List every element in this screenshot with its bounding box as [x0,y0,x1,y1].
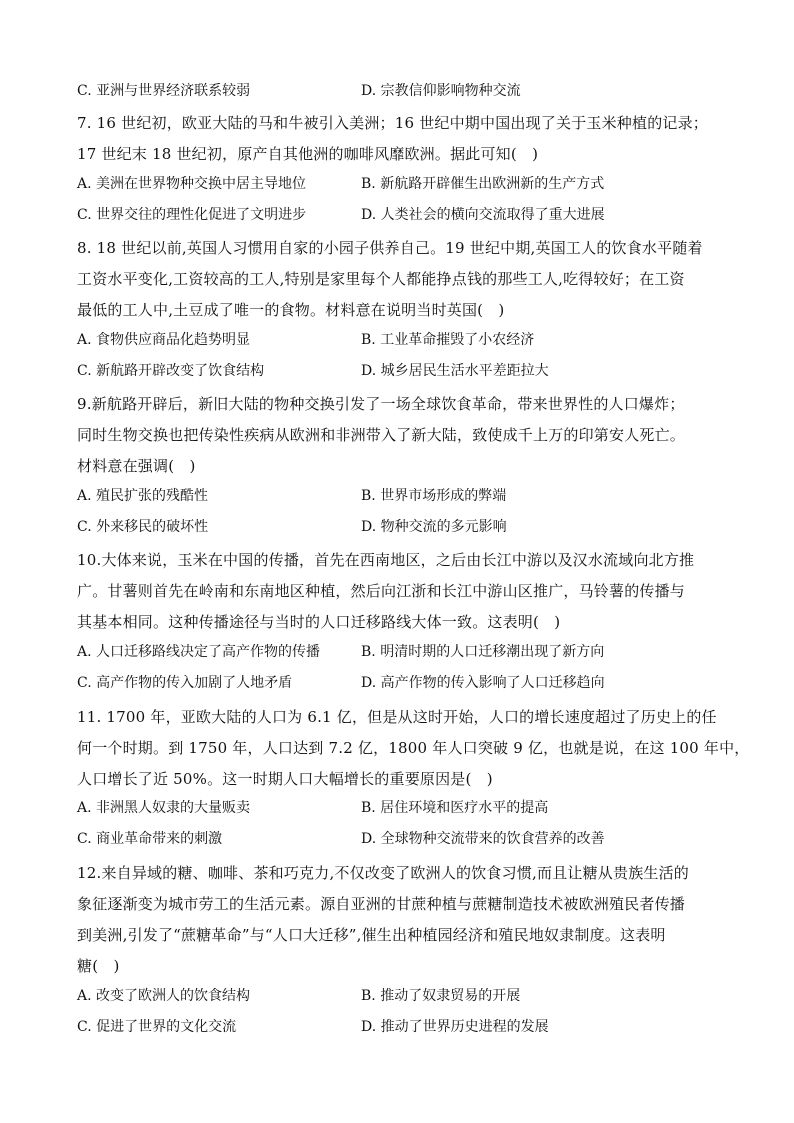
question-8-stem: 8. 18 世纪以前,英国人习惯用自家的小园子供养自己。19 世纪中期,英国工人的饮食水平随着 工资水平变化,工资较高的工人,特别是家里每个人都能挣点钱的那些工人,吃得较好；在工资 最低的工人中,土豆成了唯一的食物。材料意在说明当时英国( ) [77,239,703,319]
q6-option-c: C. 亚洲与世界经济联系较弱 [77,83,251,99]
q11-option-b: B. 居住环境和医疗水平的提高 [361,800,549,816]
q12-option-d: D. 推动了世界历史进程的发展 [361,1019,549,1035]
q6-option-d: D. 宗教信仰影响物种交流 [361,83,521,99]
q10-options-row-cd [77,671,727,695]
q7-options-row-cd [77,203,727,227]
q10-option-d: D. 高产作物的传入影响了人口迁移趋向 [361,675,605,691]
q7-option-c: C. 世界交往的理性化促进了文明进步 [77,207,307,223]
q7-options-row-ab [77,172,727,196]
q12-options-row-cd [77,1015,727,1039]
q9-option-a: A. 殖民扩张的残酷性 [77,488,209,504]
q10-option-a: A. 人口迁移路线决定了高产作物的传播 [77,644,321,660]
q11-options-row-ab [77,796,727,820]
question-10-stem: 10.大体来说，玉米在中国的传播，首先在西南地区，之后由长江中游以及汉水流域向北方推 广。甘薯则首先在岭南和东南地区种植，然后向江浙和长江中游山区推广，马铃薯的传播与 其基本相同。这种传播途径与当时的人口迁移路线大体一致。这表明( ) [77,551,695,631]
question-9-stem: 9.新航路开辟后，新旧大陆的物种交换引发了一场全球饮食革命，带来世界性的人口爆炸； 同时生物交换也把传染性疾病从欧洲和非洲带入了新大陆，致使成千上万的印第安人死亡。 材料意在强调( ) [77,395,686,475]
q12-option-c: C. 促进了世界的文化交流 [77,1019,237,1035]
q9-option-d: D. 物种交流的多元影响 [361,519,507,535]
question-11-stem: 11. 1700 年，亚欧大陆的人口为 6.1 亿，但是从这时开始，人口的增长速度超过了历史上的任 何一个时期。到 1750 年，人口达到 7.2 亿，1800 年人口突破 9 亿，也就是说，在这 100 年中， 人口增长了近 50%。这一时期人口大幅增长的重要原因是( ) [77,708,750,788]
q9-option-c: C. 外来移民的破坏性 [77,519,209,535]
q8-option-a: A. 食物供应商品化趋势明显 [77,332,251,348]
q6-options-row-cd [77,79,727,103]
q10-option-b: B. 明清时期的人口迁移潮出现了新方向 [361,644,605,660]
q8-option-c: C. 新航路开辟改变了饮食结构 [77,363,265,379]
q9-options-row-cd [77,515,727,539]
q7-option-a: A. 美洲在世界物种交换中居主导地位 [77,176,307,192]
q8-option-d: D. 城乡居民生活水平差距拉大 [361,363,549,379]
q12-option-a: A. 改变了欧洲人的饮食结构 [77,988,251,1004]
q9-options-row-ab [77,484,727,508]
q10-options-row-ab [77,640,727,664]
q11-options-row-cd [77,827,727,851]
q11-option-a: A. 非洲黑人奴隶的大量贩卖 [77,800,251,816]
q9-option-b: B. 世界市场形成的弊端 [361,488,507,504]
q8-option-b: B. 工业革命摧毁了小农经济 [361,332,535,348]
question-12-stem: 12.来自异域的糖、咖啡、茶和巧克力,不仅改变了欧洲人的饮食习惯,而且让糖从贵族生活的 象征逐渐变为城市劳工的生活元素。源自亚洲的甘蔗种植与蔗糖制造技术被欧洲殖民者传播 到美洲,引发了“蔗糖革命”与“人口大迁移”,催生出种植园经济和殖民地奴隶制度。这表明 糖( ) [77,864,689,975]
q12-options-row-ab [77,984,727,1008]
q8-options-row-ab [77,328,727,352]
q8-options-row-cd [77,359,727,383]
question-7-stem: 7. 16 世纪初，欧亚大陆的马和牛被引入美洲；16 世纪中期中国出现了关于玉米种植的记录； 17 世纪末 18 世纪初，原产自其他洲的咖啡风靡欧洲。据此可知( ) [77,114,708,163]
q7-option-d: D. 人类社会的横向交流取得了重大进展 [361,207,605,223]
q11-option-d: D. 全球物种交流带来的饮食营养的改善 [361,831,605,847]
q10-option-c: C. 高产作物的传入加剧了人地矛盾 [77,675,293,691]
q12-option-b: B. 推动了奴隶贸易的开展 [361,988,521,1004]
q11-option-c: C. 商业革命带来的刺激 [77,831,223,847]
q7-option-b: B. 新航路开辟催生出欧洲新的生产方式 [361,176,605,192]
